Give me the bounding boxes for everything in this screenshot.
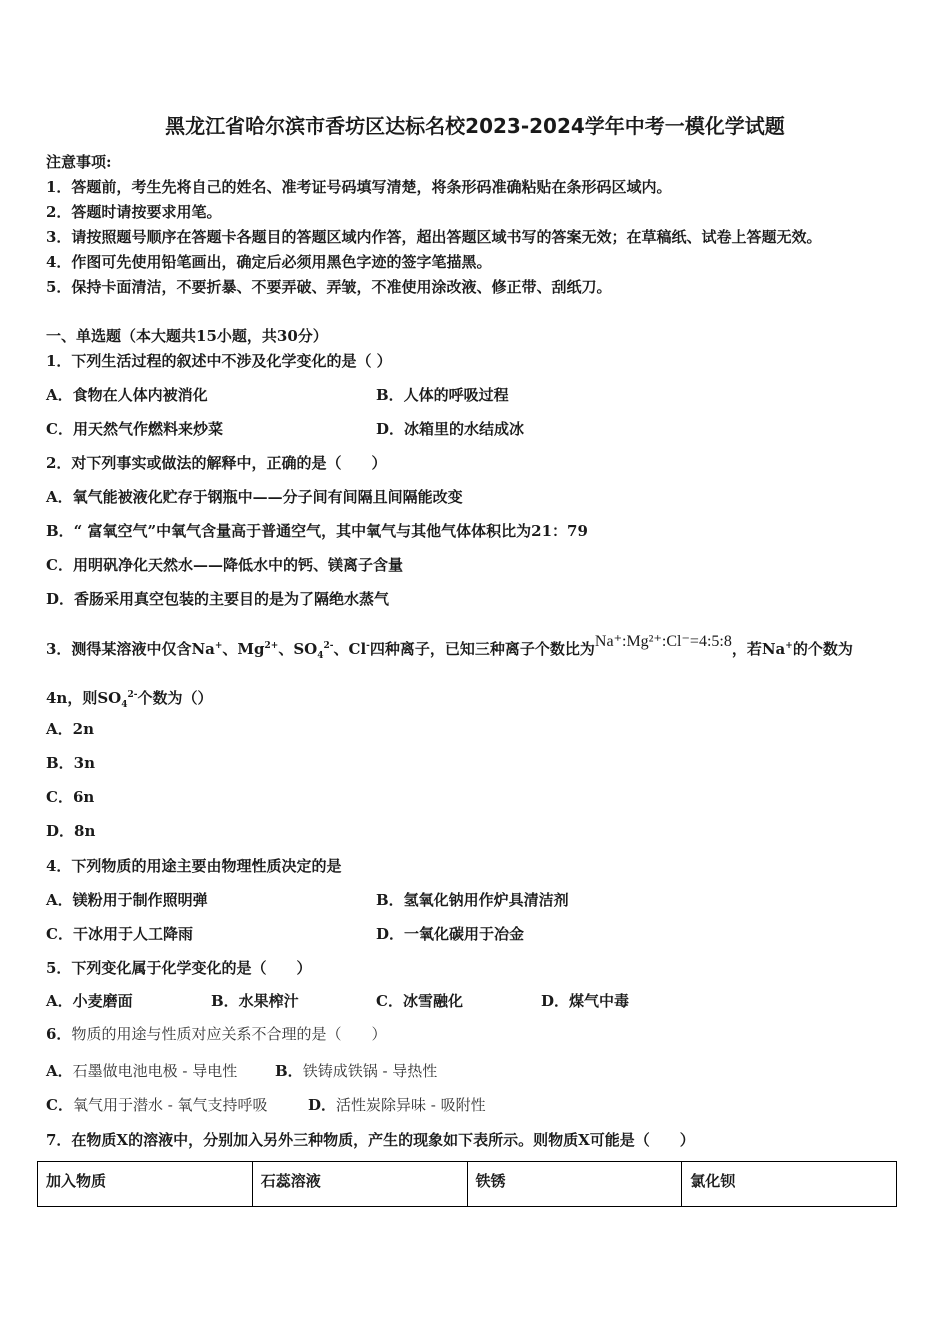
table-header-cell: 铁锈 xyxy=(467,1162,682,1207)
option-c: C．用明矾净化天然水——降低水中的钙、镁离子含量 xyxy=(46,556,403,574)
question-stem: 7．在物质X的溶液中，分别加入另外三种物质，产生的现象如下表所示。则物质X可能是（ ） xyxy=(46,1131,695,1149)
question-stem: 6．物质的用途与性质对应关系不合理的是（ ） xyxy=(46,1025,387,1043)
table-row xyxy=(38,1162,897,1207)
option-a: A．2n xyxy=(46,720,94,738)
option-d: D．8n xyxy=(46,822,96,840)
question-stem: 5．下列变化属于化学变化的是（ ） xyxy=(46,959,312,977)
option-b: B．人体的呼吸过程 xyxy=(376,386,509,404)
notice-item: 3．请按照题号顺序在答题卡各题目的答题区域内作答，超出答题区域书写的答案无效；在草稿纸、试卷上答题无效。 xyxy=(46,228,822,246)
notice-item: 5．保持卡面清洁，不要折暴、不要弄破、弄皱，不准使用涂改液、修正带、刮纸刀。 xyxy=(46,278,612,296)
option-b: B．氢氧化钠用作炉具清洁剂 xyxy=(376,891,569,909)
option-d: D．煤气中毒 xyxy=(541,992,630,1010)
table-header-cell: 氯化钡 xyxy=(682,1162,897,1207)
option-a: A．镁粉用于制作照明弹 xyxy=(46,891,208,909)
question-stem: 4．下列物质的用途主要由物理性质决定的是 xyxy=(46,857,342,875)
option-c: C．用天然气作燃料来炒菜 xyxy=(46,420,223,438)
question-stem: 2．对下列事实或做法的解释中，正确的是（ ） xyxy=(46,454,387,472)
option-d: D．香肠采用真空包装的主要目的是为了隔绝水蒸气 xyxy=(46,590,390,608)
notice-item: 4．作图可先使用铅笔画出，确定后必须用黑色字迹的签字笔描黑。 xyxy=(46,253,492,271)
option-a: A．石墨做电池电极 - 导电性 xyxy=(46,1062,238,1080)
page-title: 黑龙江省哈尔滨市香坊区达标名校2023-2024学年中考一模化学试题 xyxy=(165,114,785,138)
reaction-table xyxy=(37,1161,897,1207)
option-b: B．“ 富氧空气”中氧气含量高于普通空气，其中氧气与其他气体体积比为21：79 xyxy=(46,522,588,540)
question-stem: 3．测得某溶液中仅含Na+、$Mg^{2+}$、$SO_4^{2-}$、Cl-四种离子，已知三种离子个数比为Na⁺:Mg²⁺:Cl⁻=4:5:8，若Na+的个数为 xyxy=(46,633,853,661)
question-stem: 1．下列生活过程的叙述中不涉及化学变化的是（ ） xyxy=(46,352,392,370)
option-a: A．小麦磨面 xyxy=(46,992,133,1010)
option-b: B．3n xyxy=(46,754,96,772)
section-heading: 一、单选题（本大题共15小题，共30分） xyxy=(46,327,328,345)
ion-ratio-formula: Na⁺:Mg²⁺:Cl⁻=4:5:8 xyxy=(594,633,732,650)
option-b: B．铁铸成铁锅 - 导热性 xyxy=(275,1062,438,1080)
option-b: B．水果榨汁 xyxy=(211,992,299,1010)
option-c: C．6n xyxy=(46,788,95,806)
option-d: D．活性炭除异味 - 吸附性 xyxy=(308,1096,486,1114)
notice-heading: 注意事项: xyxy=(46,153,112,171)
notice-item: 1．答题前，考生先将自己的姓名、准考证号码填写清楚，将条形码准确粘贴在条形码区域内。 xyxy=(46,178,672,196)
option-d: D．冰箱里的水结成冰 xyxy=(376,420,525,438)
option-d: D．一氧化碳用于冶金 xyxy=(376,925,525,943)
option-a: A．食物在人体内被消化 xyxy=(46,386,208,404)
table-header-cell: 石蕊溶液 xyxy=(252,1162,467,1207)
option-a: A．氧气能被液化贮存于钢瓶中——分子间有间隔且间隔能改变 xyxy=(46,488,463,506)
option-c: C．氧气用于潜水 - 氧气支持呼吸 xyxy=(46,1096,268,1114)
notice-item: 2．答题时请按要求用笔。 xyxy=(46,203,222,221)
option-c: C．干冰用于人工降雨 xyxy=(46,925,193,943)
table-header-cell: 加入物质 xyxy=(38,1162,253,1207)
question-stem-continued: 4n，则$SO_4^{2-}$个数为（） xyxy=(46,689,213,710)
option-c: C．冰雪融化 xyxy=(376,992,463,1010)
